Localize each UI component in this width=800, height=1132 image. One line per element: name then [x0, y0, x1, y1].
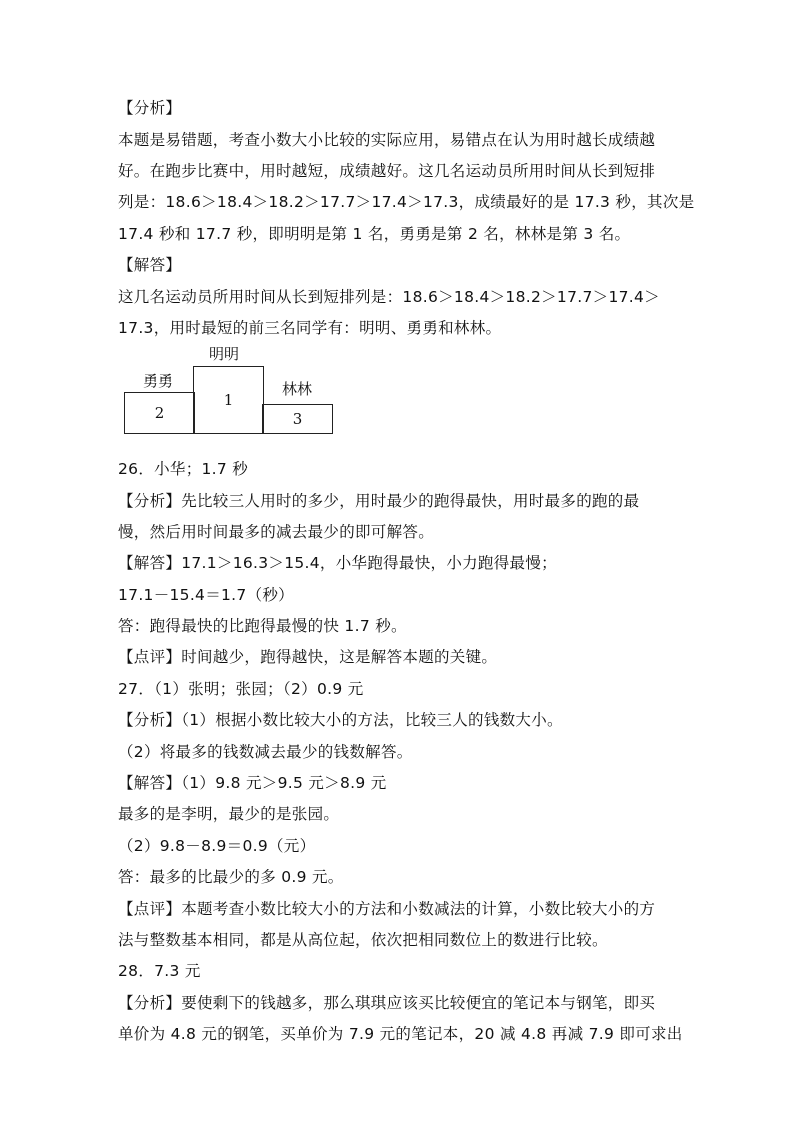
paragraph-line: 答：最多的比最少的多 0.9 元。 — [118, 868, 344, 886]
paragraph-line: 17.1－15.4＝1.7（秒） — [118, 586, 294, 604]
podium-third-rank: 3 — [292, 410, 303, 428]
paragraph-line: 这几名运动员所用时间从长到短排列是：18.6＞18.4＞18.2＞17.7＞17.4＞ — [118, 288, 660, 306]
paragraph-line: 慢，然后用时间最多的减去最少的即可解答。 — [118, 523, 435, 541]
podium-first-block — [193, 366, 264, 434]
podium-third-block — [262, 404, 333, 434]
paragraph-line: 最多的是李明，最少的是张园。 — [118, 805, 340, 823]
paragraph-line: 【分析】（1）根据小数比较大小的方法，比较三人的钱数大小。 — [118, 711, 563, 729]
paragraph-line: 单价为 4.8 元的钢笔，买单价为 7.9 元的笔记本，20 减 4.8 再减 7.9 即可求出 — [118, 1025, 683, 1043]
paragraph-line: 【点评】本题考查小数比较大小的方法和小数减法的计算，小数比较大小的方 — [118, 900, 656, 918]
paragraph-line: 17.4 秒和 17.7 秒，即明明是第 1 名，勇勇是第 2 名，林林是第 3 名。 — [118, 225, 631, 243]
paragraph-line: 【分析】先比较三人用时的多少，用时最少的跑得最快，用时最多的跑的最 — [118, 492, 640, 510]
paragraph-line: 【分析】要使剩下的钱越多，那么琪琪应该买比较便宜的笔记本与钢笔，即买 — [118, 994, 656, 1012]
podium-second-name: 勇勇 — [143, 372, 174, 390]
podium-first-name: 明明 — [209, 345, 240, 363]
paragraph-line: （2）9.8－8.9＝0.9（元） — [118, 837, 316, 855]
heading-analysis: 【分析】 — [118, 99, 182, 117]
question-number: 26．小华；1.7 秒 — [118, 460, 249, 478]
paragraph-line: 好。在跑步比赛中，用时越短，成绩越好。这几名运动员所用时间从长到短排 — [118, 162, 656, 180]
paragraph-line: 【解答】（1）9.8 元＞9.5 元＞8.9 元 — [118, 774, 387, 792]
podium-second-block — [124, 392, 195, 434]
question-number: 28．7.3 元 — [118, 962, 201, 980]
paragraph-line: 【点评】时间越少，跑得越快，这是解答本题的关键。 — [118, 648, 498, 666]
heading-answer: 【解答】 — [118, 256, 182, 274]
podium-third-name: 林林 — [282, 380, 313, 398]
podium-second-rank: 2 — [154, 404, 165, 422]
paragraph-line: 本题是易错题，考查小数大小比较的实际应用，易错点在认为用时越长成绩越 — [118, 131, 656, 149]
paragraph-line: （2）将最多的钱数减去最少的钱数解答。 — [118, 743, 413, 761]
paragraph-line: 答：跑得最快的比跑得最慢的快 1.7 秒。 — [118, 617, 407, 635]
paragraph-line: 列是：18.6＞18.4＞18.2＞17.7＞17.4＞17.3，成绩最好的是 17.3 秒，其次是 — [118, 193, 695, 211]
podium-first-rank: 1 — [223, 391, 234, 409]
paragraph-line: 【解答】17.1＞16.3＞15.4，小华跑得最快，小力跑得最慢； — [118, 554, 557, 572]
paragraph-line: 17.3，用时最短的前三名同学有：明明、勇勇和林林。 — [118, 319, 502, 337]
paragraph-line: 法与整数基本相同，都是从高位起，依次把相同数位上的数进行比较。 — [118, 931, 608, 949]
question-number: 27．（1）张明；张园；（2）0.9 元 — [118, 680, 364, 698]
